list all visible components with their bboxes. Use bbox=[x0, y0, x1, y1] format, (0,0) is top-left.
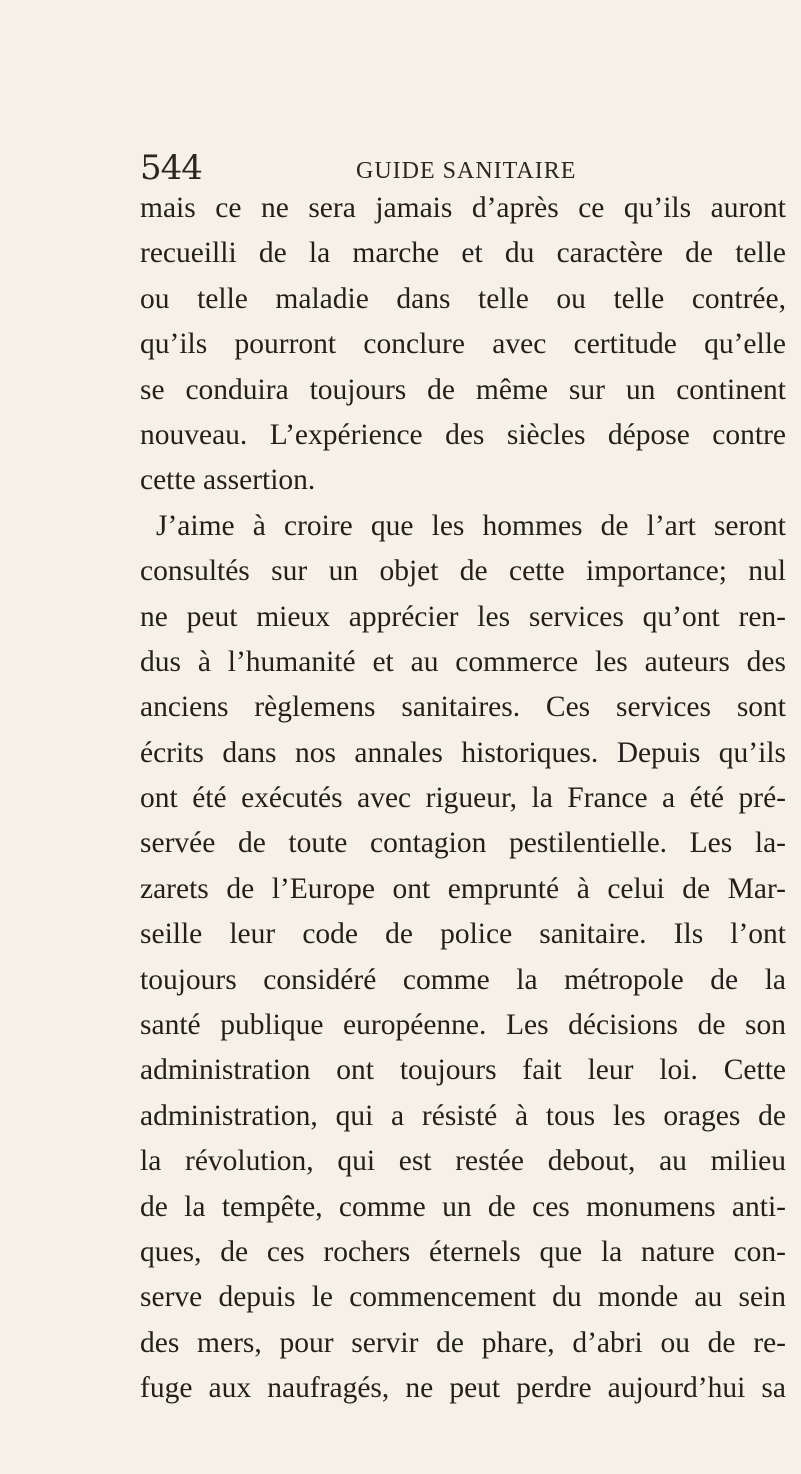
text-line: serve depuis le commencement du monde au sein bbox=[140, 1281, 786, 1314]
text-line: cette assertion. bbox=[140, 464, 316, 497]
text-line: anciens règlemens sanitaires. Ces services sont bbox=[140, 691, 786, 724]
text-line: la révolution, qui est restée debout, au milieu bbox=[140, 1145, 786, 1178]
text-line: des mers, pour servir de phare, d’abri ou de re- bbox=[140, 1326, 786, 1359]
text-line: ques, de ces rochers éternels que la nature con- bbox=[140, 1235, 786, 1268]
text-line: seille leur code de police sanitaire. Ils l’ont bbox=[140, 918, 786, 951]
text-line: J’aime à croire que les hommes de l’art seront bbox=[156, 509, 786, 542]
text-line: dus à l’humanité et au commerce les auteurs des bbox=[140, 645, 786, 678]
text-line: écrits dans nos annales historiques. Depuis qu’ils bbox=[140, 736, 786, 769]
running-head: GUIDE SANITAIRE bbox=[356, 158, 577, 184]
text-line: ont été exécutés avec rigueur, la France a été pré- bbox=[140, 782, 786, 815]
text-line: qu’ils pourront conclure avec certitude qu’elle bbox=[140, 328, 786, 361]
body-text bbox=[140, 186, 786, 1412]
text-line: nouveau. L’expérience des siècles dépose contre bbox=[140, 418, 786, 451]
text-line: administration, qui a résisté à tous les orages de bbox=[140, 1099, 786, 1132]
text-line: toujours considéré comme la métropole de la bbox=[140, 963, 786, 996]
text-line: mais ce ne sera jamais d’après ce qu’ils auront bbox=[140, 192, 786, 224]
text-line: santé publique européenne. Les décisions de son bbox=[140, 1009, 786, 1042]
text-line: se conduira toujours de même sur un continent bbox=[140, 373, 786, 406]
page-number: 544 bbox=[140, 148, 202, 188]
text-line: zarets de l’Europe ont emprunté à celui de Mar- bbox=[140, 872, 786, 905]
text-line: recueilli de la marche et du caractère de telle bbox=[140, 237, 786, 270]
text-line: ou telle maladie dans telle ou telle contrée, bbox=[140, 282, 786, 315]
text-line: de la tempête, comme un de ces monumens anti- bbox=[140, 1190, 786, 1223]
text-line: servée de toute contagion pestilentielle. Les la- bbox=[140, 827, 786, 860]
text-line: ne peut mieux apprécier les services qu’ont ren- bbox=[140, 600, 786, 633]
text-line: fuge aux naufragés, ne peut perdre aujourd’hui sa bbox=[140, 1372, 786, 1405]
text-line: administration ont toujours fait leur loi. Cette bbox=[140, 1054, 786, 1087]
text-line: consultés sur un objet de cette importance; nul bbox=[140, 555, 786, 588]
